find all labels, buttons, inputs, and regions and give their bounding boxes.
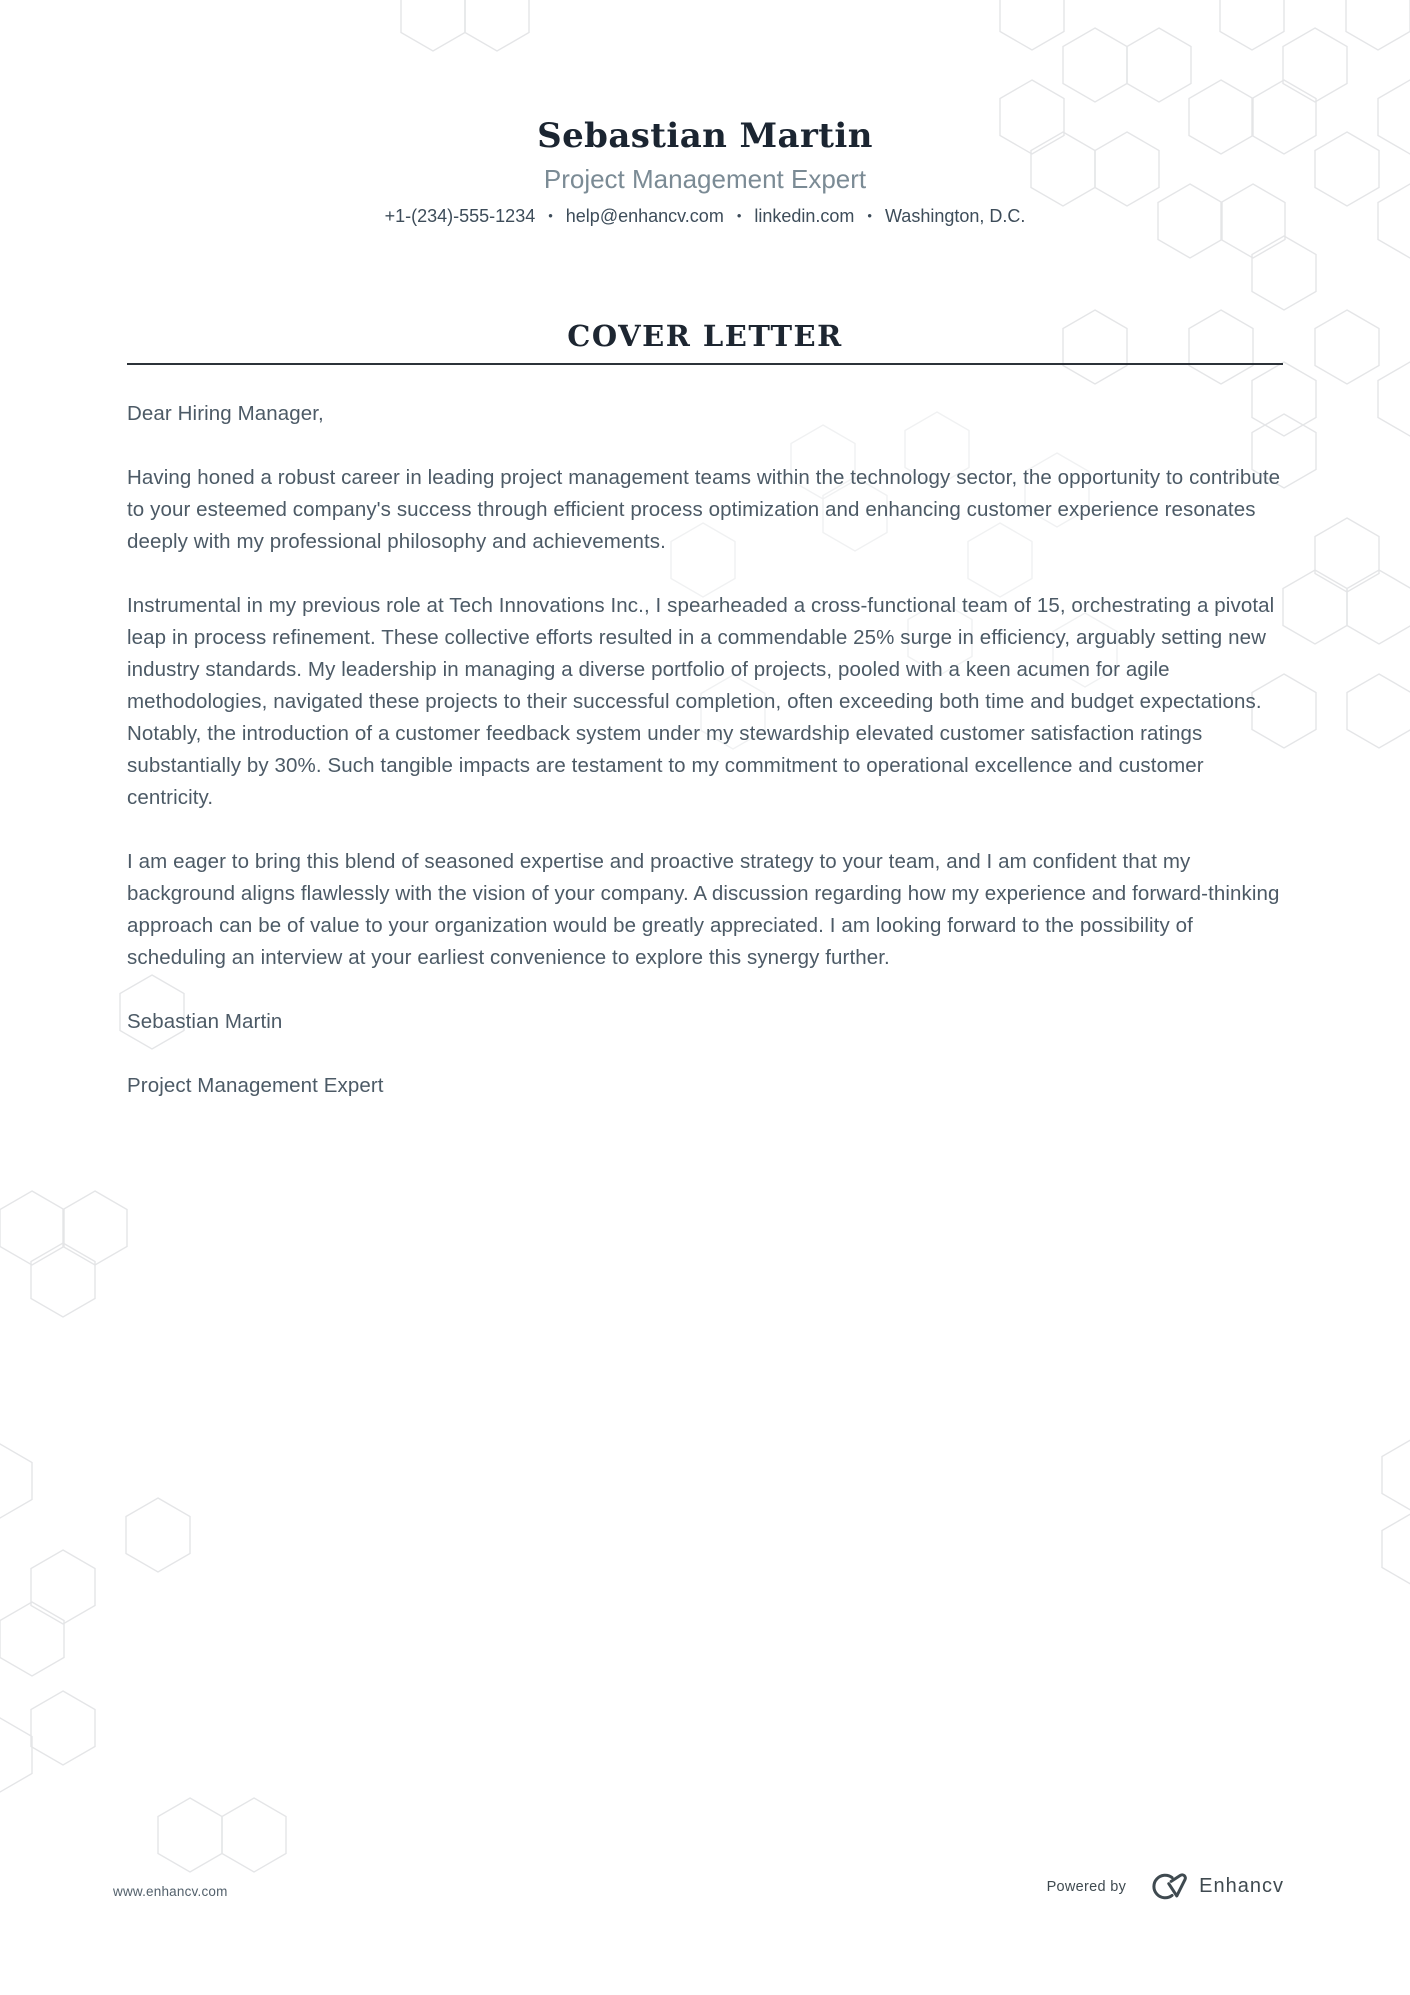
contact-item: Washington, D.C. <box>884 206 1026 226</box>
letter-content <box>127 0 1283 1102</box>
bullet-separator: • <box>736 208 742 223</box>
enhancv-logo-icon <box>1142 1872 1189 1901</box>
candidate-name: Sebastian Martin <box>537 116 873 156</box>
bullet-separator: • <box>867 208 872 223</box>
contact-line <box>127 204 1283 228</box>
contact-item: +1-(234)-555-1234 <box>384 206 536 226</box>
letter-body <box>127 398 1283 1102</box>
letter-paragraph: I am eager to bring this blend of seasoned expertise and proactive strategy to your team, and I am confident that my background aligns flawlessly with the vision of your company. A discussion regarding how my experience and forward-thinking approach can be of value to your organization would be greatly appreciated. I am looking forward to the possibility of scheduling an interview at your earliest convenience to explore this synergy further. <box>127 850 1280 969</box>
cover-letter-heading: COVER LETTER <box>567 319 843 353</box>
bullet-separator: • <box>548 208 553 223</box>
signature-name: Sebastian Martin <box>127 1010 283 1033</box>
contact-item: linkedin.com <box>754 206 855 226</box>
candidate-title: Project Management Expert <box>543 164 867 194</box>
letter-paragraph: Having honed a robust career in leading project management teams within the technology sector, the opportunity to contribute to your esteemed company's success through efficient process optimization and enhancing customer experience resonates deeply with my professional philosophy and achievements. <box>127 466 1281 553</box>
heading-rule <box>127 363 1283 365</box>
powered-by-block <box>1047 1872 1284 1901</box>
letter-header <box>127 0 1283 228</box>
enhancv-brand-link[interactable] <box>1142 1872 1284 1901</box>
salutation: Dear Hiring Manager, <box>127 402 324 425</box>
contact-item: help@enhancv.com <box>565 206 724 226</box>
powered-by-label: Powered by <box>1046 1878 1127 1895</box>
letter-paragraph: Instrumental in my previous role at Tech Innovations Inc., I spearheaded a cross-functional team of 15, orchestrating a pivotal leap in process refinement. These collective efforts resulted in a commendable 25% surge in efficiency, arguably setting new industry standards. My leadership in managing a diverse portfolio of projects, pooled with a keen acumen for agile methodologies, navigated these projects to their successful completion, often exceeding both time and budget expectations. Notably, the introduction of a customer feedback system under my stewardship elevated customer satisfaction ratings substantially by 30%. Such tangible impacts are testament to my commitment to operational excellence and customer centricity. <box>127 594 1275 809</box>
signature-title: Project Management Expert <box>127 1074 384 1097</box>
brand-name: Enhancv <box>1199 1875 1284 1897</box>
enhancv-website-link[interactable]: www.enhancv.com <box>113 1884 228 1899</box>
